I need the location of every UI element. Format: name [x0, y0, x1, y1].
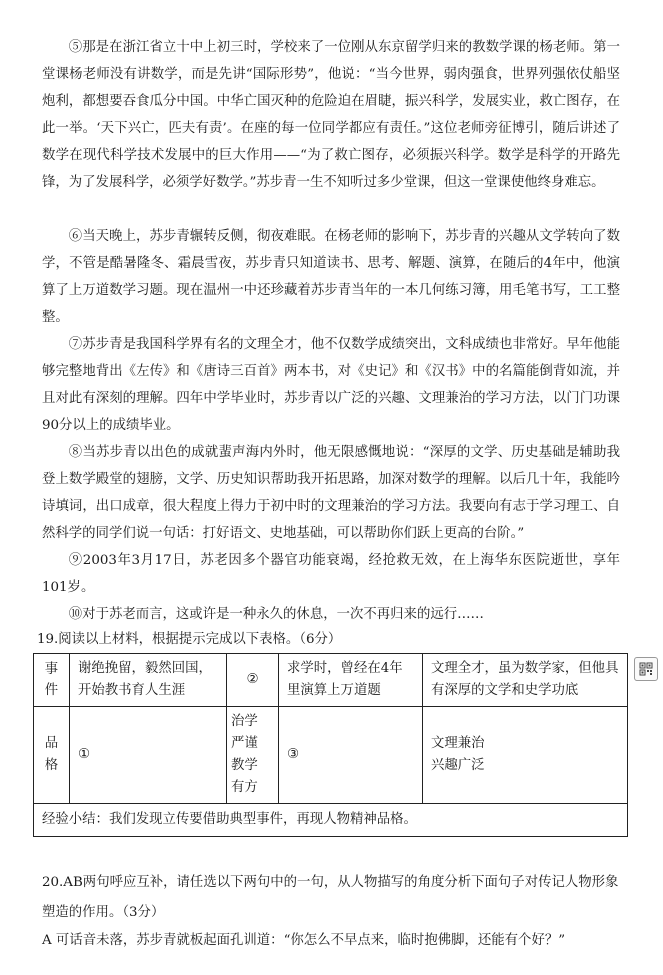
- row-header-quality: 品格: [34, 707, 70, 804]
- table-row-qualities: [34, 707, 628, 804]
- event-cell-1: 谢绝挽留，毅然回国，开始教书育人生涯: [70, 654, 227, 707]
- summary-cell: 经验小结：我们发现立传要借助典型事件，再现人物精神品格。: [34, 804, 628, 837]
- event-cell-4: 文理全才，虽为数学家，但他具有深厚的文学和史学功底: [423, 654, 628, 707]
- paragraph-10: ⑩对于苏老而言，这或许是一种永久的休息，一次不再归来的远行……: [68, 607, 484, 622]
- paragraph-8: ⑧当苏步青以出色的成就蜚声海内外时，他无限感慨地说：“深厚的文学、历史基础是辅助我登上数学殿堂的翅膀，文学、历史知识帮助我开拓思路，加深对数学的理解。以后几十年，我能吟诗填词，出口成章，很大程度上得力于初中时的文理兼治的学习方法。我要向有志于学习理工、自然科学的同学们说一句话：打好语文、史地基础，可以帮助你们跃上更高的台阶。”: [42, 445, 620, 541]
- quality-cell-4: [423, 707, 628, 804]
- quality-4-line-2: 兴趣广泛: [431, 758, 485, 773]
- paragraph-9: ⑨2003年3月17日，苏老因多个器官功能衰竭，经抢救无效，在上海华东医院逝世，享年101岁。: [42, 553, 620, 595]
- quality-cell-2: 治学严谨教学有方: [227, 707, 279, 804]
- quality-4-line-1: 文理兼治: [431, 736, 485, 751]
- answer-table: [33, 653, 628, 837]
- qr-grid-icon[interactable]: [634, 657, 658, 681]
- table-row-events: [34, 654, 628, 707]
- event-cell-2-blank[interactable]: ②: [227, 654, 279, 707]
- quality-cell-3-blank[interactable]: ③: [279, 707, 423, 804]
- quality-cell-1-blank[interactable]: ①: [70, 707, 227, 804]
- table-row-summary: [34, 804, 628, 837]
- question-19-prompt: 19.阅读以上材料，根据提示完成以下表格。（6分）: [37, 632, 342, 647]
- event-cell-3: 求学时，曾经在4年里演算上万道题: [279, 654, 423, 707]
- paragraph-6: ⑥当天晚上，苏步青辗转反侧，彻夜难眠。在杨老师的影响下，苏步青的兴趣从文学转向了数学，不管是酷暑隆冬、霜晨雪夜，苏步青只知道读书、思考、解题、演算，在随后的4年中，他演算了上万道数学习题。现在温州一中还珍藏着苏步青当年的一本几何练习簿，用毛笔书写，工工整整。: [42, 229, 620, 325]
- paragraph-5: ⑤那是在浙江省立十中上初三时，学校来了一位刚从东京留学归来的教数学课的杨老师。第一堂课杨老师没有讲数学，而是先讲“国际形势”，他说：“当今世界，弱肉强食，世界列强依仗船坚炮利，都想要吞食瓜分中国。中华亡国灭种的危险迫在眉睫，振兴科学，发展实业，救亡图存，在此一举。‘天下兴亡，匹夫有责’。在座的每一位同学都应有责任。”这位老师旁征博引，随后讲述了数学在现代科学技术发展中的巨大作用——“为了救亡图存，必须振兴科学。数学是科学的开路先锋，为了发展科学，必须学好数学。”苏步青一生不知听过多少堂课，但这一堂课使他终身难忘。: [42, 40, 620, 190]
- row-header-event: 事件: [34, 654, 70, 707]
- question-20-prompt: 20.AB两句呼应互补，请任选以下两句中的一句，从人物描写的角度分析下面句子对传记人物形象塑造的作用。（3分）: [42, 875, 619, 920]
- question-20-option-a: A 可话音未落，苏步青就板起面孔训道：“你怎么不早点来，临时抱佛脚，还能有个好？”: [42, 933, 566, 948]
- paragraph-7: ⑦苏步青是我国科学界有名的文理全才，他不仅数学成绩突出，文科成绩也非常好。早年他能够完整地背出《左传》和《唐诗三百首》两本书，对《史记》和《汉书》中的名篇能倒背如流，并且对此有深刻的理解。四年中学毕业时，苏步青以广泛的兴趣、文理兼治的学习方法，以门门功课90分以上的成绩毕业。: [42, 337, 620, 433]
